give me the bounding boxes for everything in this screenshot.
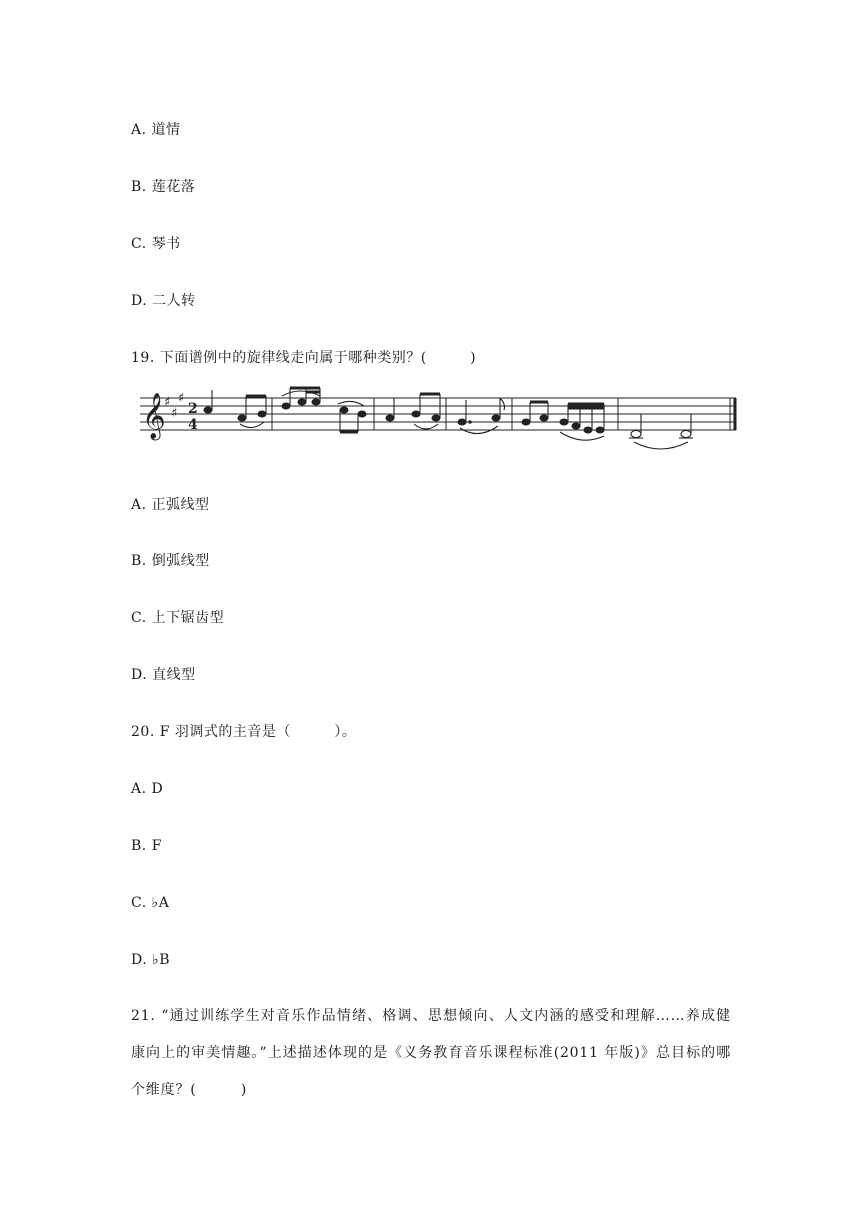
svg-text:♯: ♯ [178,391,185,406]
q18-option-d: D. 二人转 [131,293,196,309]
svg-text:𝄞: 𝄞 [142,393,166,439]
q18-option-c: C. 琴书 [131,236,181,252]
svg-text:♯: ♯ [171,406,178,421]
q18-option-a: A. 道情 [131,122,181,138]
q19-option-a: A. 正弧线型 [131,497,210,513]
q20-option-d: D. ♭B [131,952,171,968]
svg-text:2: 2 [188,401,198,417]
q21-question: 21. “通过训练学生对音乐作品情绪、格调、思想倾向、人文内涵的感受和理解……养成健康向上的审美情趣。”上述描述体现的是《义务教育音乐课程标准(2011 年版)》总目标的哪个维度？( ) [131,1008,731,1098]
q20-option-a: A. D [131,781,164,797]
q20-question: 20. F 羽调式的主音是（ ）。 [131,724,357,740]
music-score-image [140,386,740,460]
svg-text:4: 4 [188,417,198,433]
q19-option-c: C. 上下锯齿型 [131,610,225,626]
q19-option-b: B. 倒弧线型 [131,553,210,569]
q19-option-d: D. 直线型 [131,667,196,683]
q20-option-c: C. ♭A [131,895,170,911]
q20-option-b: B. F [131,838,162,854]
svg-text:♯: ♯ [164,395,171,410]
q19-question: 19. 下面谱例中的旋律线走向属于哪种类别？( ) [131,350,477,366]
q18-option-b: B. 莲花落 [131,179,196,195]
